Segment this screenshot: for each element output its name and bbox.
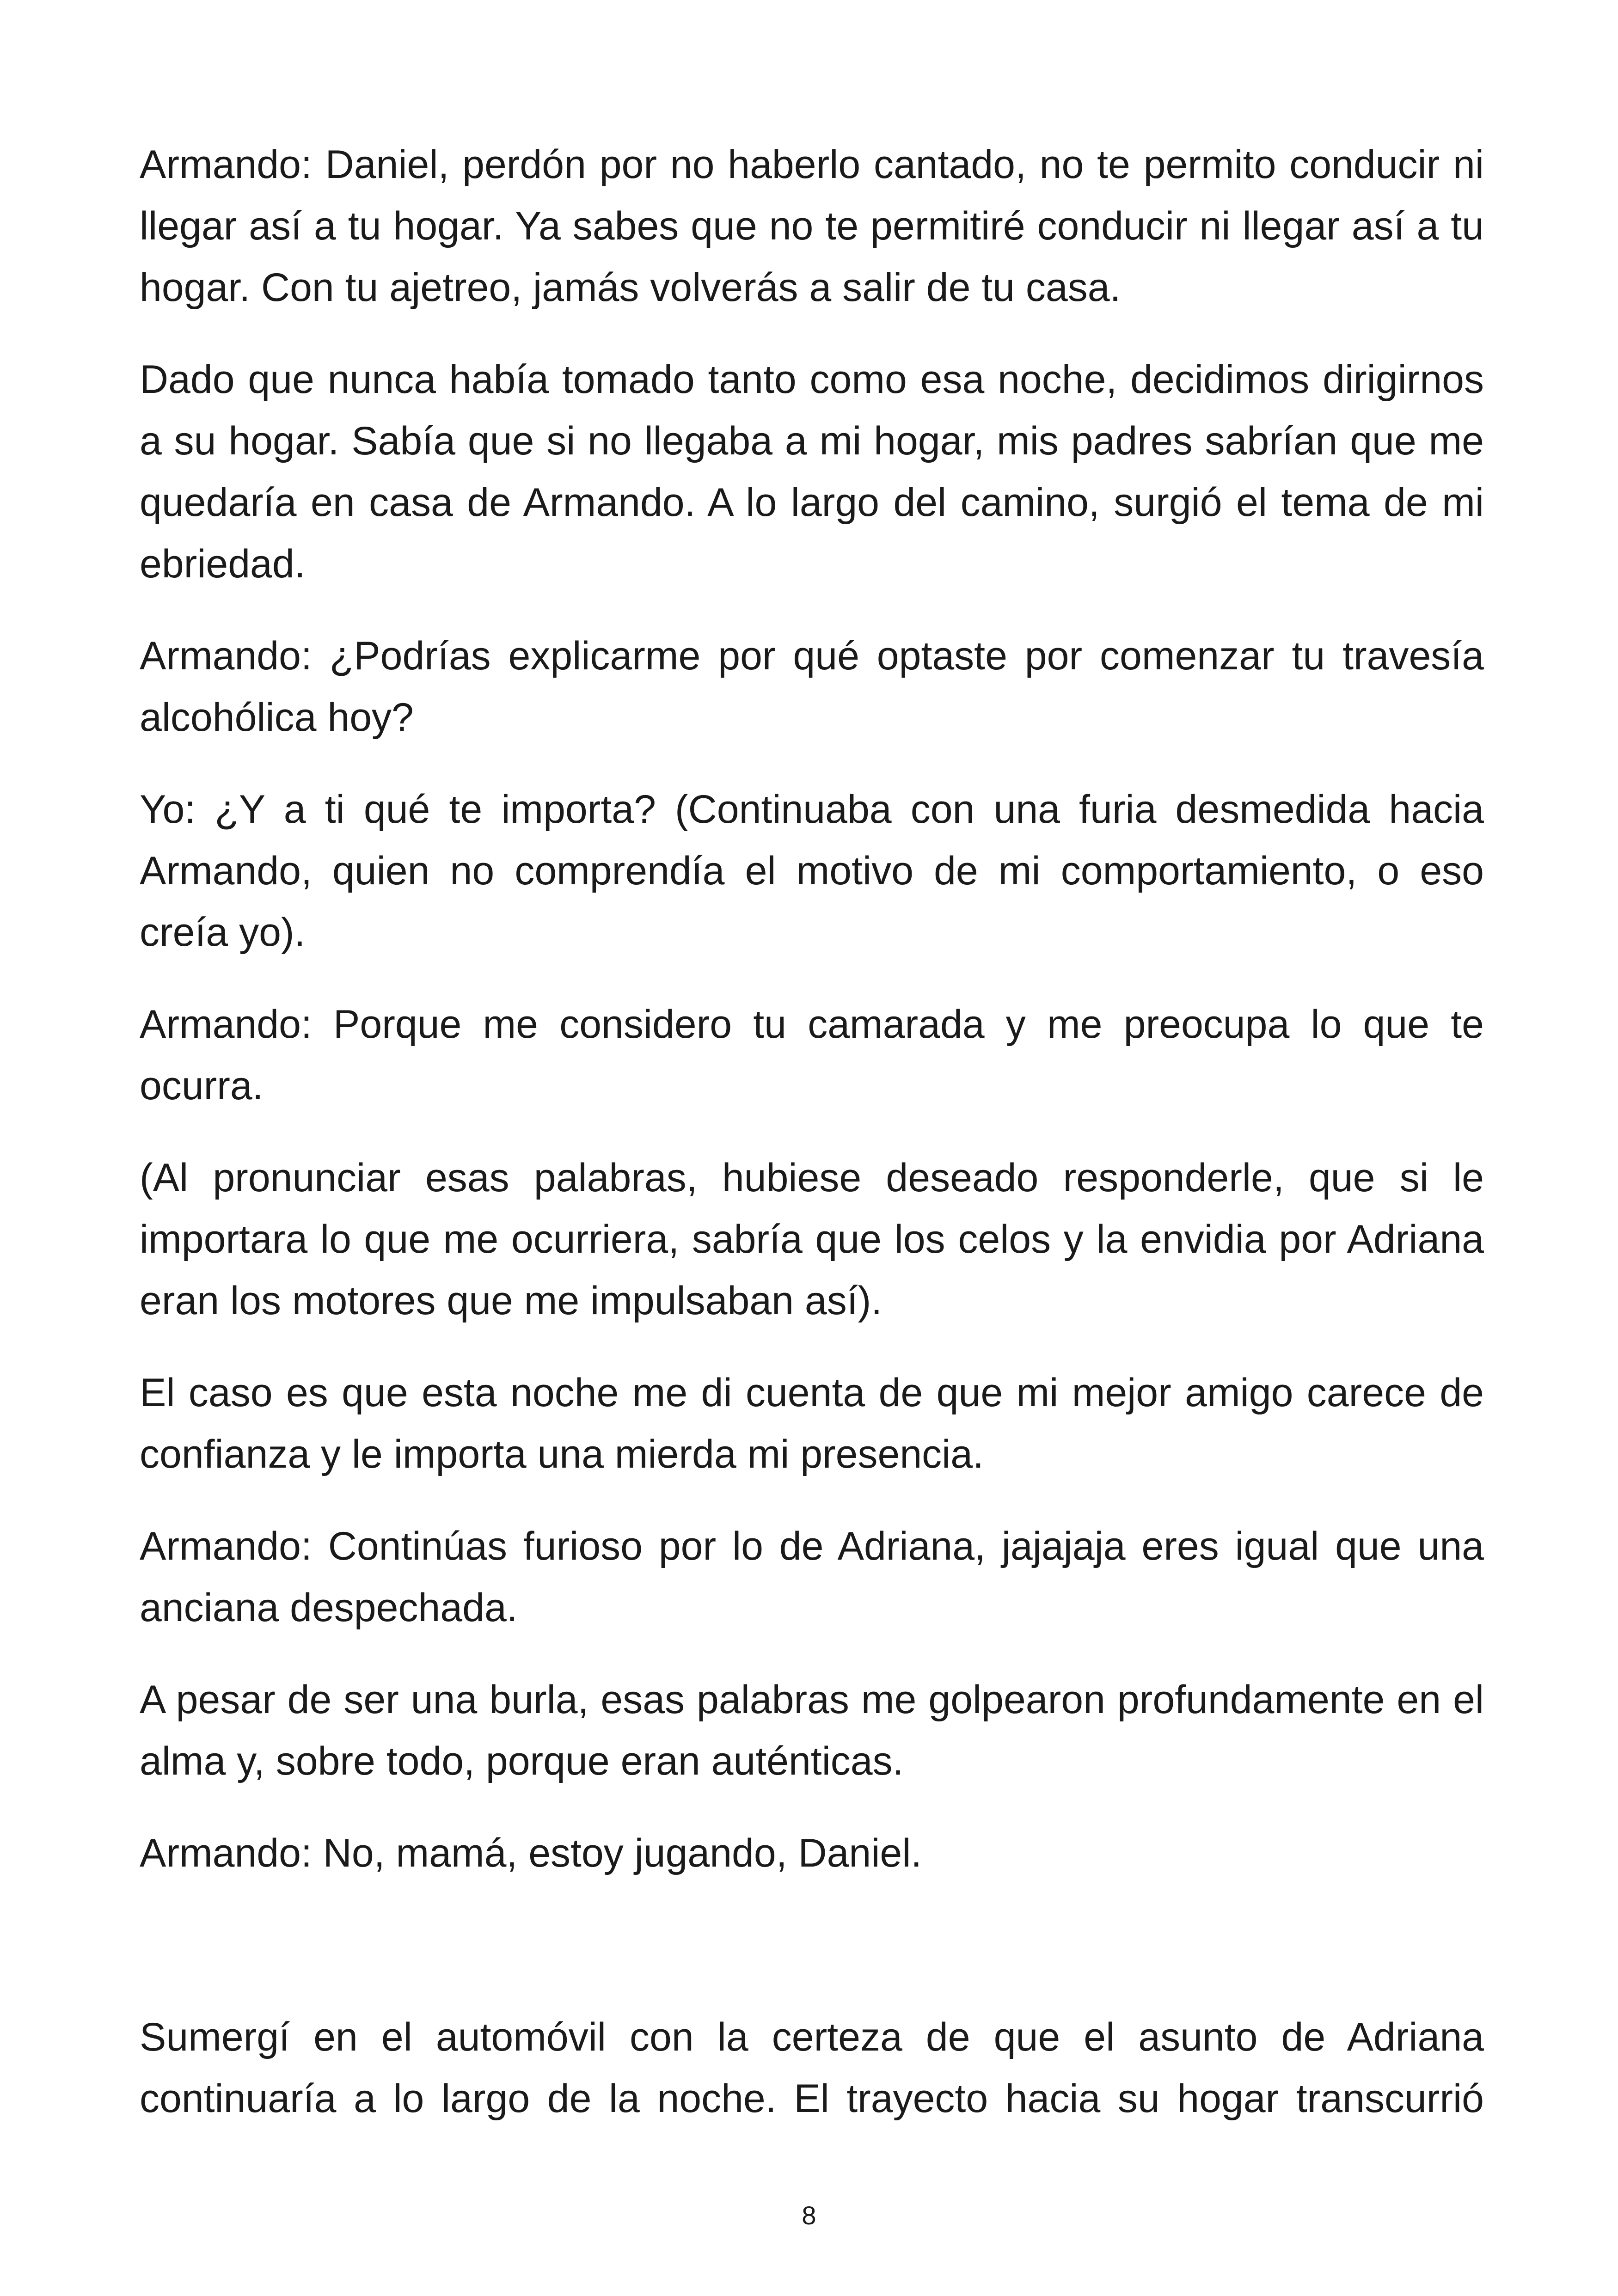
- body-text: [140, 134, 1484, 2160]
- paragraph-final: Sumergí en el automóvil con la certeza de que el asunto de Adriana continuaría a lo largo de la noche. El trayecto hacia su hogar transcurrió: [140, 2015, 1484, 2121]
- paragraph-4: Yo: ¿Y a ti qué te importa? (Continuaba con una furia desmedida hacia Armando, quien no comprendía el motivo de mi comportamiento, o eso creía yo).: [140, 787, 1484, 955]
- paragraph-2: Dado que nunca había tomado tanto como esa noche, decidimos dirigirnos a su hogar. Sabía que si no llegaba a mi hogar, mis padres sabrían que me quedaría en casa de Armando. A lo largo del camino, surgió el tema de mi ebriedad.: [140, 357, 1484, 586]
- paragraph-9: A pesar de ser una burla, esas palabras me golpearon profundamente en el alma y, sobre todo, porque eran auténticas.: [140, 1678, 1484, 1783]
- paragraph-10: Armando: No, mamá, estoy jugando, Daniel.: [140, 1831, 922, 1875]
- paragraph-1: Armando: Daniel, perdón por no haberlo cantado, no te permito conducir ni llegar así a tu hogar. Ya sabes que no te permitiré conducir ni llegar así a tu hogar. Con tu ajetreo, jamás volverás a salir de tu casa.: [140, 142, 1484, 310]
- paragraph-6: (Al pronunciar esas palabras, hubiese deseado responderle, que si le importara lo que me ocurriera, sabría que los celos y la envidia por Adriana eran los motores que me impulsaban así).: [140, 1156, 1484, 1323]
- section-gap: [140, 1915, 1484, 2007]
- paragraph-8: Armando: Continúas furioso por lo de Adriana, jajajaja eres igual que una anciana despechada.: [140, 1524, 1484, 1630]
- page-number: 8: [802, 2201, 816, 2230]
- paragraph-3: Armando: ¿Podrías explicarme por qué optaste por comenzar tu travesía alcohólica hoy?: [140, 634, 1484, 740]
- paragraph-7: El caso es que esta noche me di cuenta de que mi mejor amigo carece de confianza y le importa una mierda mi presencia.: [140, 1371, 1484, 1476]
- paragraph-5: Armando: Porque me considero tu camarada y me preocupa lo que te ocurra.: [140, 1002, 1484, 1108]
